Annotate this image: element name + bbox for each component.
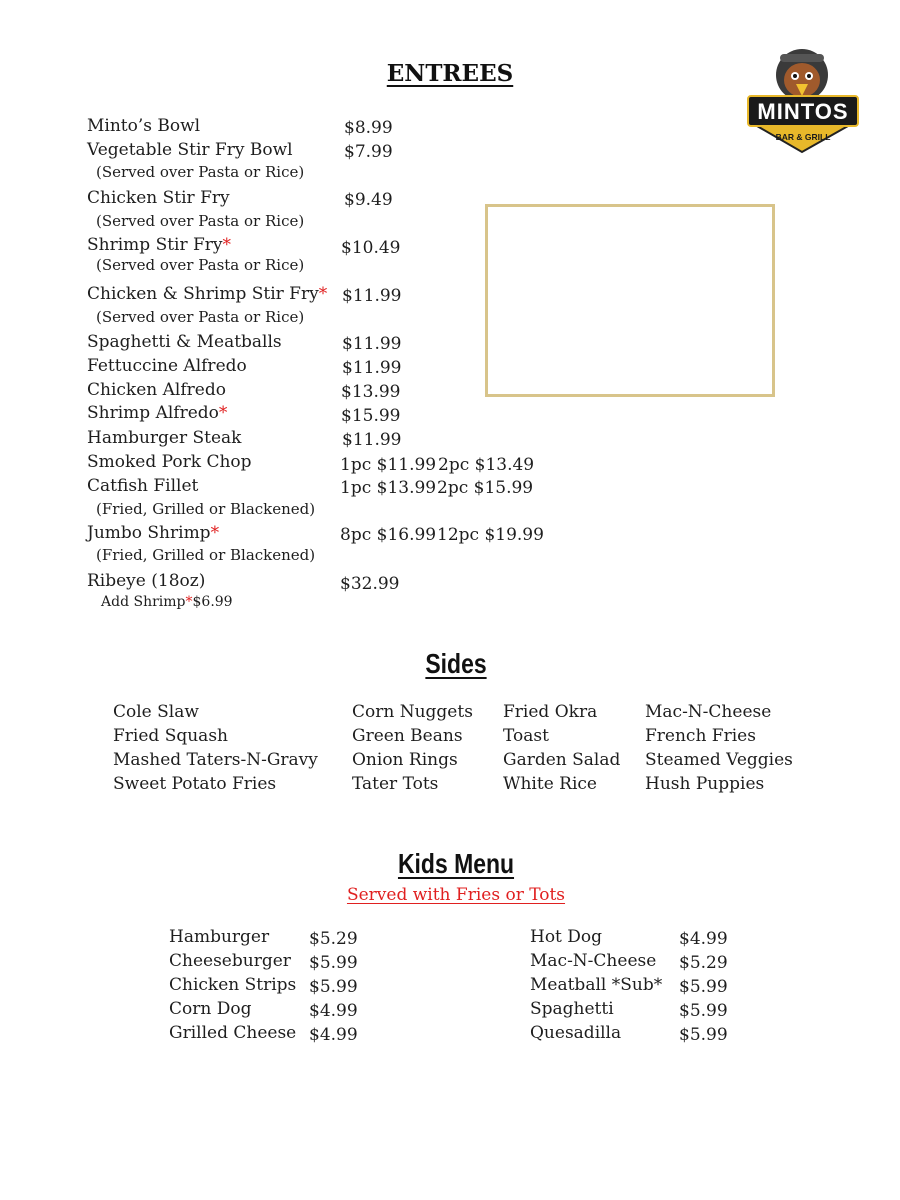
entree-price: 1pc $11.99 xyxy=(340,455,437,475)
kids-item-price: $5.99 xyxy=(679,1001,728,1021)
entree-note: (Served over Pasta or Rice) xyxy=(96,212,305,230)
entree-name: Shrimp Alfredo* xyxy=(87,403,228,423)
entree-price: $8.99 xyxy=(344,118,393,138)
entree-price: $7.99 xyxy=(344,142,393,162)
entree-name: Minto’s Bowl xyxy=(87,116,201,136)
kids-item-name: Corn Dog xyxy=(169,999,252,1019)
entree-name: Fettuccine Alfredo xyxy=(87,356,247,376)
kids-item-price: $4.99 xyxy=(309,1001,358,1021)
side-item: Sweet Potato Fries xyxy=(113,774,277,794)
kids-item-price: $5.29 xyxy=(309,929,358,949)
entree-name: Hamburger Steak xyxy=(87,428,242,448)
star-icon: * xyxy=(318,284,328,304)
entree-name: Spaghetti & Meatballs xyxy=(87,332,282,352)
entree-note: (Served over Pasta or Rice) xyxy=(96,163,305,181)
kids-item-price: $4.99 xyxy=(309,1025,358,1045)
kids-item-name: Hot Dog xyxy=(530,927,603,947)
kids-item-price: $5.99 xyxy=(679,977,728,997)
entree-name: Chicken Stir Fry xyxy=(87,188,230,208)
kids-item-name: Chicken Strips xyxy=(169,975,297,995)
entree-name: Smoked Pork Chop xyxy=(87,452,252,472)
entree-price: $11.99 xyxy=(342,430,402,450)
kids-item-name: Mac-N-Cheese xyxy=(530,951,657,971)
entree-price: 8pc $16.99 xyxy=(340,525,437,545)
entree-price-2: 2pc $13.49 xyxy=(438,455,535,475)
side-item: Mashed Taters-N-Gravy xyxy=(113,750,318,770)
entree-note: (Served over Pasta or Rice) xyxy=(96,308,305,326)
side-item: Steamed Veggies xyxy=(645,750,793,770)
star-icon: * xyxy=(210,523,220,543)
entree-price: $10.49 xyxy=(341,238,401,258)
entree-name: Vegetable Stir Fry Bowl xyxy=(87,140,293,160)
entree-note: (Fried, Grilled or Blackened) xyxy=(96,500,316,518)
entree-name: Ribeye (18oz) xyxy=(87,571,206,591)
kids-item-name: Hamburger xyxy=(169,927,270,947)
side-item: Hush Puppies xyxy=(645,774,765,794)
side-item: Onion Rings xyxy=(352,750,458,770)
side-item: Tater Tots xyxy=(352,774,439,794)
entree-price: $13.99 xyxy=(341,382,401,402)
kids-menu-title: Kids Menu xyxy=(397,848,515,879)
entree-name: Catfish Fillet xyxy=(87,476,199,496)
kids-menu-subtitle: Served with Fries or Tots xyxy=(346,885,566,905)
star-icon: * xyxy=(218,403,228,423)
entree-price-2: 2pc $15.99 xyxy=(437,478,534,498)
side-item: Garden Salad xyxy=(503,750,621,770)
side-item: Fried Squash xyxy=(113,726,228,746)
entree-price: $11.99 xyxy=(342,334,402,354)
entrees-title: ENTREES xyxy=(386,60,514,87)
kids-item-name: Spaghetti xyxy=(530,999,614,1019)
kids-item-price: $5.29 xyxy=(679,953,728,973)
side-item: Corn Nuggets xyxy=(352,702,473,722)
entree-price: $9.49 xyxy=(344,190,393,210)
kids-item-price: $4.99 xyxy=(679,929,728,949)
side-item: Cole Slaw xyxy=(113,702,199,722)
kids-item-name: Cheeseburger xyxy=(169,951,291,971)
entree-price: $15.99 xyxy=(341,406,401,426)
star-icon: * xyxy=(222,235,232,255)
side-item: White Rice xyxy=(503,774,597,794)
entree-price: $11.99 xyxy=(342,358,402,378)
photo-frame xyxy=(485,204,775,397)
entree-price: 1pc $13.99 xyxy=(340,478,437,498)
entree-price: $11.99 xyxy=(342,286,402,306)
addon-line: Add Shrimp*$6.99 xyxy=(101,594,233,610)
entree-name: Shrimp Stir Fry* xyxy=(87,235,232,255)
pilot-eagle-mascot-icon xyxy=(776,49,828,101)
entree-name: Chicken Alfredo xyxy=(87,380,226,400)
entree-name: Chicken & Shrimp Stir Fry* xyxy=(87,284,328,304)
entree-note: (Fried, Grilled or Blackened) xyxy=(96,546,316,564)
star-icon: * xyxy=(185,594,193,610)
kids-item-name: Meatball *Sub* xyxy=(530,975,663,995)
kids-item-name: Grilled Cheese xyxy=(169,1023,297,1043)
entree-note: (Served over Pasta or Rice) xyxy=(96,256,305,274)
kids-item-price: $5.99 xyxy=(309,977,358,997)
side-item: Mac-N-Cheese xyxy=(645,702,772,722)
entree-price: $32.99 xyxy=(340,574,400,594)
side-item: Fried Okra xyxy=(503,702,598,722)
kids-item-price: $5.99 xyxy=(679,1025,728,1045)
side-item: French Fries xyxy=(645,726,756,746)
side-item: Toast xyxy=(503,726,549,746)
kids-item-name: Quesadilla xyxy=(530,1023,622,1043)
kids-item-price: $5.99 xyxy=(309,953,358,973)
side-item: Green Beans xyxy=(352,726,463,746)
entree-price-2: 12pc $19.99 xyxy=(437,525,544,545)
entree-name: Jumbo Shrimp* xyxy=(87,523,220,543)
restaurant-logo xyxy=(740,40,865,165)
logo-subtext: BAR & GRILL xyxy=(775,132,831,142)
sides-title: Sides xyxy=(425,648,487,679)
logo-text: MINTOS xyxy=(757,99,849,124)
